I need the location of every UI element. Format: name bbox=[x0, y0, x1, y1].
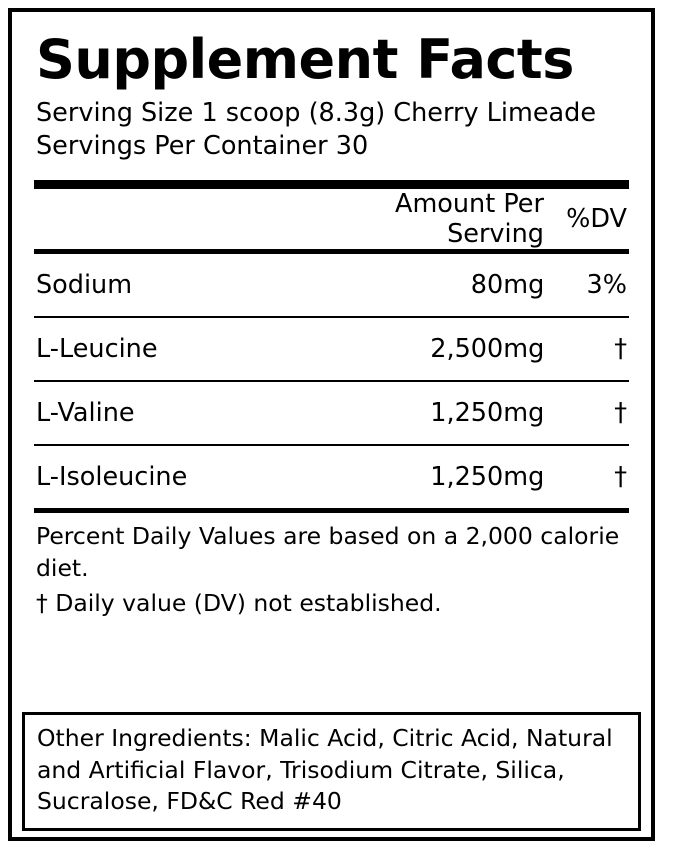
table-row bbox=[34, 446, 629, 508]
footnote-dagger: † Daily value (DV) not established. bbox=[36, 588, 442, 617]
other-ingredients-box bbox=[22, 712, 641, 831]
divider-above-footnotes bbox=[34, 508, 629, 513]
footnote-daily-values: Percent Daily Values are based on a 2,000 calorie diet. bbox=[36, 522, 620, 583]
page-title: Supplement Facts bbox=[36, 28, 574, 91]
row-dv: † bbox=[614, 334, 627, 364]
row-name: L-Isoleucine bbox=[36, 462, 188, 492]
row-amount: 2,500mg bbox=[430, 334, 545, 364]
header-nutrient bbox=[34, 189, 325, 249]
row-dv: † bbox=[614, 398, 627, 428]
divider-thick-top bbox=[34, 180, 629, 189]
table-row bbox=[34, 318, 629, 380]
nutrition-table bbox=[34, 189, 629, 249]
row-dv: † bbox=[614, 462, 627, 492]
nutrition-rows bbox=[34, 254, 629, 508]
header-amount-per-serving: Amount Per Serving bbox=[395, 189, 544, 249]
serving-size-text: Serving Size 1 scoop (8.3g) Cherry Limeade bbox=[36, 97, 597, 128]
table-row bbox=[34, 254, 629, 316]
table-row bbox=[34, 382, 629, 444]
row-name: L-Leucine bbox=[36, 334, 158, 364]
header-percent-dv: %DV bbox=[566, 204, 627, 234]
supplement-facts-content bbox=[34, 26, 629, 827]
row-amount: 80mg bbox=[470, 270, 545, 300]
servings-per-container-text: Servings Per Container 30 bbox=[36, 131, 369, 162]
row-amount: 1,250mg bbox=[430, 398, 545, 428]
row-name: Sodium bbox=[36, 270, 133, 300]
row-dv: 3% bbox=[586, 270, 627, 300]
row-name: L-Valine bbox=[36, 398, 135, 428]
row-amount: 1,250mg bbox=[430, 462, 545, 492]
supplement-facts-panel bbox=[8, 8, 655, 841]
table-header-row bbox=[34, 189, 629, 249]
other-ingredients-text: Other Ingredients: Malic Acid, Citric Acid, Natural and Artificial Flavor, Trisodium Citrate, Silica, Sucralose, FD&C Red #40 bbox=[37, 723, 613, 816]
